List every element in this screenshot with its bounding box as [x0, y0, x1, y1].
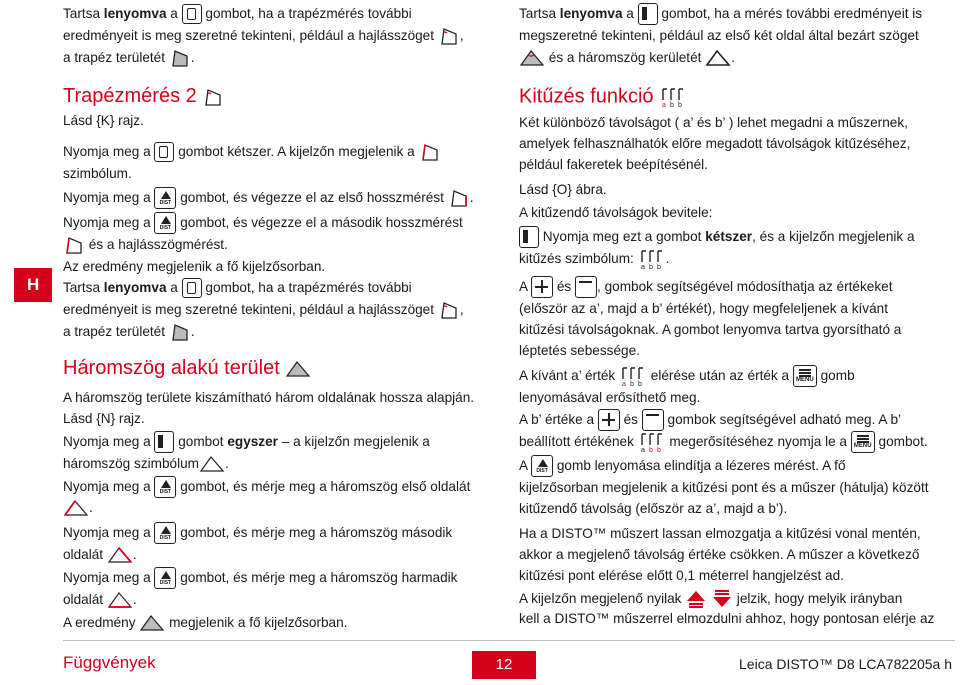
bar-button-icon — [638, 3, 658, 25]
svg-text:a: a — [640, 264, 645, 271]
func-button-icon — [154, 142, 174, 162]
footer-section-title: Függvények — [63, 653, 156, 672]
trap-ref: Lásd {K} rajz. — [63, 113, 144, 128]
stake-p2: amelyek felhasználhatók előre megadott távolságok kitűzéséhez, — [519, 136, 911, 151]
page-number: 12 — [472, 651, 536, 679]
tri-ref: Lásd {N} rajz. — [63, 411, 145, 426]
trap-result: Az eredmény megjelenik a fő kijelzősorban. — [63, 259, 326, 274]
func-button-icon — [182, 4, 202, 24]
right-paragraph-0-line2: megszeretné tekinteni, például az első két oldal által bezárt szöget — [519, 28, 919, 43]
svg-text:b: b — [648, 447, 653, 454]
trap-step-2: Nyomja meg a DIST gombot, és végezze el az első hosszmérést . — [63, 187, 473, 209]
trapezoid-area-icon — [169, 322, 191, 342]
arrow-down-icon — [711, 589, 733, 609]
left-paragraph-0-line2: eredményeit is meg szeretné tekinteni, például a hajlásszöget , — [63, 25, 464, 47]
trapezoid-angle-icon — [438, 300, 460, 320]
svg-text:b: b — [656, 447, 661, 454]
svg-text:a: a — [662, 102, 666, 108]
stake-p1: Két különböző távolságot ( a’ és b’ ) lehet megadni a műszernek, — [519, 115, 908, 130]
svg-text:b: b — [648, 264, 653, 271]
menu-button-icon: MENU — [793, 365, 817, 387]
stake-step-4-line2: beállított értékének a b b megerősítéséhez nyomja le a MENU gombot. — [519, 431, 928, 453]
stake-p3: például fakeretek beépítésénél. — [519, 157, 708, 172]
stake-p12: lenyomásával erősíthető meg. — [519, 390, 701, 405]
trap-step-1-line2: szimbólum. — [63, 166, 132, 181]
stake-p20: kitűzési pont elérése előtt 0,1 méterrel hangjelzést ad. — [519, 568, 844, 583]
tri-result: A eredmény megjelenik a fő kijelzősorban. — [63, 612, 347, 634]
tri-step-2: Nyomja meg a DIST gombot, és mérje meg a háromszög első oldalát — [63, 476, 470, 498]
func-button-icon — [182, 278, 202, 298]
svg-text:b: b — [630, 381, 634, 388]
stake-step-4: A b’ értéke a és gombok segítségével adható meg. A b’ — [519, 409, 901, 431]
stake-step-1-line2: kitűzés szimbólum: a b b . — [519, 248, 669, 270]
right-paragraph-0-line3: és a háromszög kerületét . — [519, 47, 735, 69]
dist-button-icon: DIST — [154, 567, 176, 589]
dist-button-icon: DIST — [154, 522, 176, 544]
stakeout-icon — [659, 86, 687, 108]
left-paragraph-0: Tartsa lenyomva a gombot, ha a trapézmérés további — [63, 3, 412, 25]
stake-p17: kitűzendő távolság (először az a’, majd a b’). — [519, 501, 788, 516]
stakeout-a-icon — [619, 365, 647, 387]
stake-ref: Lásd {O} ábra. — [519, 182, 607, 197]
left-paragraph-5-line3: a trapéz területét . — [63, 321, 195, 343]
svg-text:b: b — [670, 102, 674, 108]
svg-text:a: a — [622, 381, 626, 388]
trapezoid-icon — [419, 142, 441, 162]
heading-stakeout: Kitűzés funkció a b b — [519, 86, 687, 108]
stake-step-5: A DIST gomb lenyomása elindítja a lézeres mérést. A fő — [519, 455, 846, 477]
tri-step-1-line2: háromszög szimbólum . — [63, 453, 229, 475]
tri-step-2-line2: . — [63, 497, 93, 519]
triangle-first-side-icon — [63, 499, 89, 517]
right-paragraph-0: Tartsa lenyomva a gombot, ha a mérés további eredményeit is — [519, 3, 922, 25]
stake-p19: akkor a megjelenő távolság értéke csökken. A műszer a következő — [519, 547, 920, 562]
menu-button-icon: MENU — [851, 431, 875, 453]
dist-button-icon: DIST — [154, 476, 176, 498]
stake-p10: léptetés sebessége. — [519, 343, 640, 358]
trap-step-1: Nyomja meg a gombot kétszer. A kijelzőn megjelenik a — [63, 141, 441, 163]
stakeout-b-icon — [638, 431, 666, 453]
language-tab-label: H — [27, 275, 40, 294]
trap-step-3-line2: és a hajlásszögmérést. — [63, 234, 228, 256]
trapezoid-icon — [63, 235, 85, 255]
stake-step-1: Nyomja meg ezt a gombot kétszer, és a kijelzőn megjelenik a — [519, 226, 915, 248]
trapezoid-angle-icon — [438, 26, 460, 46]
arrow-up-icon — [685, 589, 707, 609]
stake-p8: (először az a’, majd a b’ értékét), hogy megfeleljenek a kívánt — [519, 301, 888, 316]
heading-trapezoid: Trapézmérés 2 — [63, 86, 224, 108]
triangle-icon — [199, 455, 225, 473]
minus-button-icon — [642, 409, 664, 431]
language-tab[interactable] — [14, 268, 52, 302]
heading-triangle: Háromszög alakú terület — [63, 358, 311, 380]
tri-step-1: Nyomja meg a gombot egyszer – a kijelzőn megjelenik a — [63, 431, 430, 453]
plus-button-icon — [598, 409, 620, 431]
triangle-second-side-icon — [107, 546, 133, 564]
svg-text:a: a — [640, 447, 645, 454]
stake-arrows: A kijelzőn megjelenő nyilak jelzik, hogy melyik irányban — [519, 588, 902, 610]
bar-button-icon — [519, 226, 539, 248]
svg-text:b: b — [678, 102, 682, 108]
svg-text:b: b — [638, 381, 642, 388]
triangle-icon — [285, 360, 311, 378]
footer-divider — [63, 640, 955, 641]
triangle-third-side-icon — [107, 591, 133, 609]
dist-button-icon: DIST — [531, 455, 553, 477]
bar-button-icon — [154, 431, 174, 453]
minus-button-icon — [575, 276, 597, 298]
triangle-area-icon — [139, 614, 165, 632]
left-paragraph-0-line3: a trapéz területét . — [63, 47, 195, 69]
stake-p16: kijelzősorban megjelenik a kitűzési pont és a műszer (hátulja) között — [519, 480, 929, 495]
dist-button-icon: DIST — [154, 187, 176, 209]
tri-step-4-line2: oldalát . — [63, 589, 137, 611]
svg-text:b: b — [656, 264, 661, 271]
left-paragraph-5: Tartsa lenyomva a gombot, ha a trapézmérés további — [63, 277, 412, 299]
stakeout-icon — [638, 248, 666, 270]
tri-step-3-line2: oldalát . — [63, 544, 137, 566]
stake-p9: kitűzési távolságoknak. A gombot lenyomva tartva gyorsítható a — [519, 322, 902, 337]
stake-input-title: A kitűzendő távolságok bevitele: — [519, 205, 713, 220]
stake-step-3: A kívánt a’ érték a b b elérése után az érték a MENU gomb — [519, 365, 855, 387]
left-paragraph-5-line2: eredményeit is meg szeretné tekinteni, például a hajlásszöget , — [63, 299, 464, 321]
triangle-perimeter-icon — [705, 49, 731, 67]
trapezoid-icon — [202, 87, 224, 107]
plus-button-icon — [531, 276, 553, 298]
dist-button-icon: DIST — [154, 212, 176, 234]
tri-intro: A háromszög területe kiszámítható három oldalának hossza alapján. — [63, 390, 475, 405]
stake-p22: kell a DISTO™ műszerrel elmozdulni ahhoz, hogy pontosan elérje az — [519, 611, 935, 626]
tri-step-4: Nyomja meg a DIST gombot, és mérje meg a háromszög harmadik — [63, 567, 457, 589]
footer-product: Leica DISTO™ D8 LCA782205a h — [739, 656, 952, 672]
trapezoid-icon — [448, 188, 470, 208]
side-tab — [0, 0, 52, 685]
stake-p18: Ha a DISTO™ műszert lassan elmozgatja a kitűzési vonal mentén, — [519, 526, 921, 541]
stake-step-2: A és , gombok segítségével módosíthatja az értékeket — [519, 276, 892, 298]
trapezoid-area-icon — [169, 48, 191, 68]
tri-step-3: Nyomja meg a DIST gombot, és mérje meg a háromszög második — [63, 522, 452, 544]
trap-step-3: Nyomja meg a DIST gombot, és végezze el a második hosszmérést — [63, 212, 463, 234]
triangle-angle-icon — [519, 49, 545, 67]
